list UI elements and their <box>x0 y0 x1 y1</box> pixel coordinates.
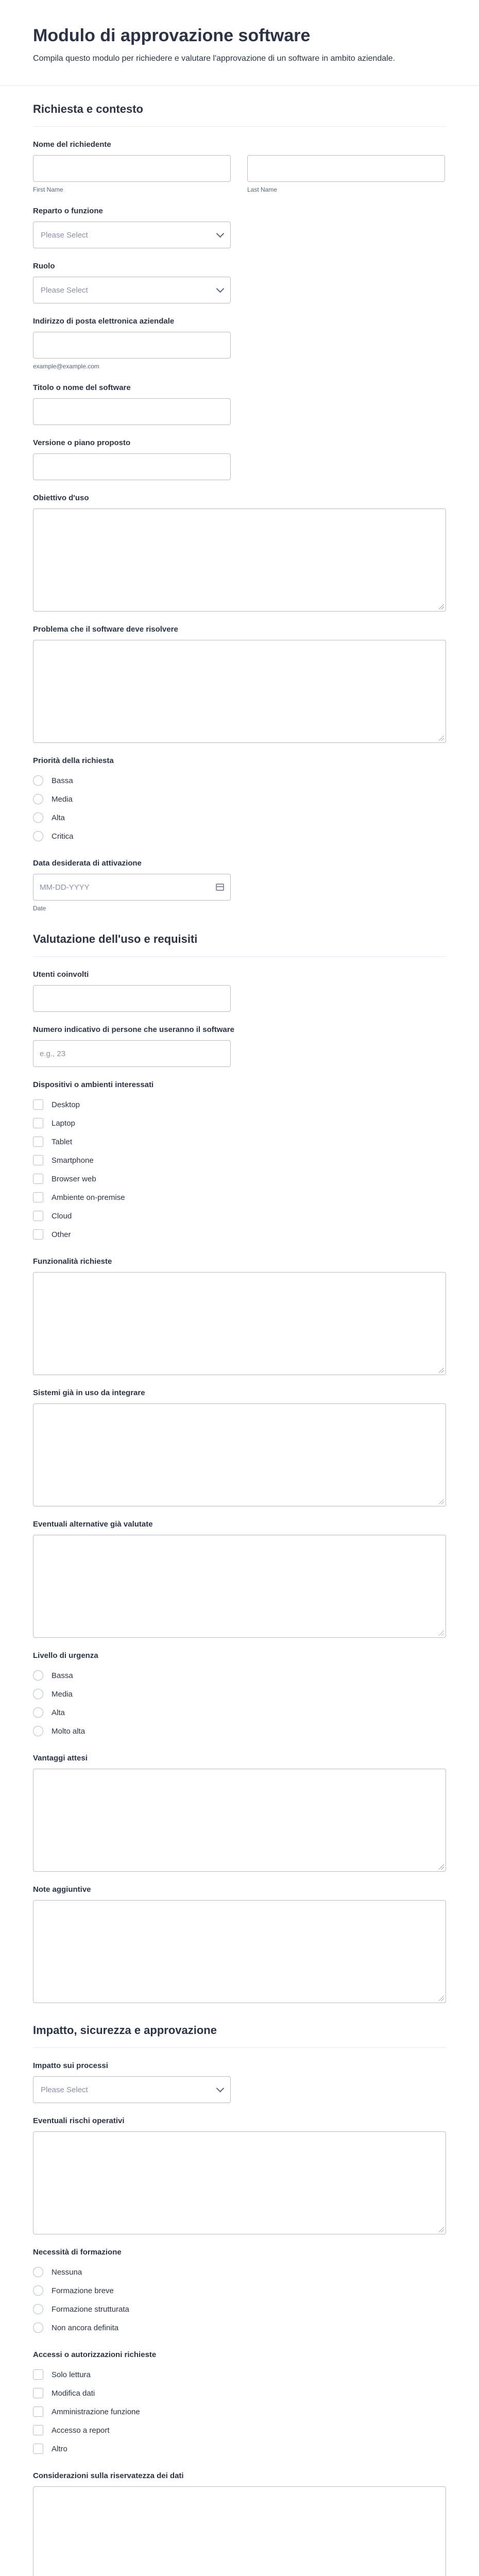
radio-option[interactable] <box>33 2263 446 2281</box>
last-name-input[interactable] <box>247 155 445 182</box>
radio-option[interactable] <box>33 1703 446 1722</box>
option-label: Amministrazione funzione <box>52 2407 140 2416</box>
field-access <box>33 2337 446 2458</box>
field-alternatives <box>33 1506 446 1638</box>
checkbox[interactable] <box>33 1118 43 1128</box>
select-placeholder: Please Select <box>41 230 88 240</box>
option-label: Media <box>52 1689 73 1699</box>
role-select[interactable] <box>33 277 231 303</box>
field-label: Titolo o nome del software <box>33 383 131 392</box>
radio-button[interactable] <box>33 2323 43 2333</box>
checkbox-option[interactable] <box>33 2439 446 2458</box>
option-label: Laptop <box>52 1118 75 1128</box>
field-label: Impatto sui processi <box>33 2061 108 2070</box>
field-label: Ruolo <box>33 262 55 270</box>
option-label: Alta <box>52 1708 65 1717</box>
field-label: Utenti coinvolti <box>33 970 89 979</box>
field-label: Problema che il software deve risolvere <box>33 625 178 634</box>
checkbox-option[interactable] <box>33 2365 446 2384</box>
first-name-sublabel: First Name <box>33 186 63 193</box>
radio-button[interactable] <box>33 2285 43 2296</box>
field-role <box>33 248 446 303</box>
resize-grip-icon[interactable] <box>439 1631 444 1636</box>
checkbox[interactable] <box>33 2444 43 2454</box>
field-risks <box>33 2103 446 2234</box>
option-label: Bassa <box>52 776 73 785</box>
notes-textarea[interactable] <box>33 1900 446 2003</box>
field-label: Necessità di formazione <box>33 2248 122 2257</box>
field-label: Numero indicativo di persone che useranno il software <box>33 1025 234 1034</box>
option-label: Solo lettura <box>52 2370 91 2379</box>
radio-option[interactable] <box>33 790 446 808</box>
purpose-textarea[interactable] <box>33 509 446 612</box>
field-label: Funzionalità richieste <box>33 1257 112 1266</box>
option-label: Other <box>52 1230 71 1239</box>
radio-option[interactable] <box>33 1722 446 1740</box>
field-label: Versione o piano proposto <box>33 438 131 447</box>
user-count-input[interactable] <box>33 1040 231 1067</box>
features-textarea[interactable] <box>33 1272 446 1375</box>
option-label: Tablet <box>52 1137 73 1146</box>
radio-option[interactable] <box>33 2300 446 2318</box>
option-label: Formazione breve <box>52 2286 114 2295</box>
option-label: Formazione strutturata <box>52 2304 129 2314</box>
option-label: Critica <box>52 832 74 841</box>
radio-option[interactable] <box>33 2318 446 2337</box>
checkbox[interactable] <box>33 2425 43 2435</box>
radio-button[interactable] <box>33 812 43 823</box>
field-benefits <box>33 1740 446 1872</box>
field-training <box>33 2234 446 2337</box>
radio-button[interactable] <box>33 1670 43 1681</box>
field-features <box>33 1244 446 1375</box>
chevron-down-icon <box>216 2084 225 2093</box>
version-input[interactable] <box>33 453 231 480</box>
field-version <box>33 425 446 480</box>
section-valutazione <box>0 912 479 2003</box>
first-name-col <box>33 155 231 193</box>
date-placeholder: MM-DD-YYYY <box>40 883 90 892</box>
email-field[interactable] <box>33 332 231 359</box>
checkbox[interactable] <box>33 1174 43 1184</box>
field-label: Accessi o autorizzazioni richieste <box>33 2350 157 2359</box>
section-title: Richiesta e contesto <box>33 103 446 127</box>
resize-grip-icon[interactable] <box>439 604 444 609</box>
radio-option[interactable] <box>33 827 446 845</box>
last-name-col <box>247 155 445 193</box>
checkbox-option[interactable] <box>33 1188 446 1207</box>
field-requester-name <box>33 127 446 193</box>
radio-button[interactable] <box>33 775 43 786</box>
option-label: Desktop <box>52 1100 80 1109</box>
form-title: Modulo di approvazione software <box>33 26 311 45</box>
checkbox[interactable] <box>33 2406 43 2417</box>
radio-button[interactable] <box>33 2267 43 2277</box>
checkbox-option[interactable] <box>33 1225 446 1244</box>
alternatives-textarea[interactable] <box>33 1535 446 1638</box>
name-row <box>33 155 446 193</box>
resize-grip-icon[interactable] <box>439 736 444 741</box>
field-label: Priorità della richiesta <box>33 756 114 765</box>
checkbox-option[interactable] <box>33 1114 446 1132</box>
radio-button[interactable] <box>33 1726 43 1736</box>
option-label: Nessuna <box>52 2267 82 2277</box>
radio-option[interactable] <box>33 2281 446 2300</box>
field-purpose <box>33 480 446 612</box>
checkbox[interactable] <box>33 2388 43 2398</box>
email-sublabel: example@example.com <box>33 363 99 370</box>
field-user-count <box>33 1012 446 1067</box>
date-input[interactable] <box>33 874 231 901</box>
option-label: Altro <box>52 2444 67 2453</box>
risks-textarea[interactable] <box>33 2131 446 2234</box>
checkbox-option[interactable] <box>33 1132 446 1151</box>
radio-button[interactable] <box>33 1689 43 1699</box>
integrations-textarea[interactable] <box>33 1403 446 1506</box>
option-label: Cloud <box>52 1211 72 1221</box>
select-placeholder: Please Select <box>41 285 88 295</box>
field-urgency <box>33 1638 446 1740</box>
resize-grip-icon[interactable] <box>439 1865 444 1870</box>
field-label: Indirizzo di posta elettronica aziendale <box>33 317 175 326</box>
process-impact-select[interactable] <box>33 2076 231 2103</box>
option-label: Molto alta <box>52 1726 85 1736</box>
checkbox-option[interactable] <box>33 1095 446 1114</box>
radio-option[interactable] <box>33 1685 446 1703</box>
field-label: Obiettivo d'uso <box>33 494 89 502</box>
option-label: Modifica dati <box>52 2388 95 2398</box>
calendar-icon[interactable] <box>216 884 224 891</box>
checkbox-option[interactable] <box>33 2402 446 2421</box>
checkbox-option[interactable] <box>33 1151 446 1170</box>
field-privacy <box>33 2458 446 2576</box>
checkbox[interactable] <box>33 1137 43 1147</box>
field-label: Livello di urgenza <box>33 1651 98 1660</box>
checkbox[interactable] <box>33 1155 43 1165</box>
select-placeholder: Please Select <box>41 2085 88 2094</box>
checkbox[interactable] <box>33 1192 43 1202</box>
option-label: Media <box>52 794 73 804</box>
field-email <box>33 303 446 370</box>
radio-button[interactable] <box>33 1707 43 1718</box>
field-software-title <box>33 370 446 425</box>
checkbox[interactable] <box>33 2369 43 2380</box>
field-label: Note aggiuntive <box>33 1885 91 1894</box>
checkbox[interactable] <box>33 1211 43 1221</box>
section-title: Valutazione dell'uso e requisiti <box>33 933 446 957</box>
field-integrations <box>33 1375 446 1506</box>
first-name-input[interactable] <box>33 155 231 182</box>
field-label: Eventuali alternative già valutate <box>33 1520 153 1529</box>
field-label: Eventuali rischi operativi <box>33 2116 125 2125</box>
form-description: Compila questo modulo per richiedere e valutare l'approvazione di un software in ambito aziendale. <box>33 54 396 63</box>
field-devices <box>33 1067 446 1244</box>
section-impatto <box>0 2003 479 2576</box>
field-label: Dispositivi o ambienti interessati <box>33 1080 154 1089</box>
checkbox-option[interactable] <box>33 1170 446 1188</box>
radio-option[interactable] <box>33 1666 446 1685</box>
benefits-textarea[interactable] <box>33 1769 446 1872</box>
chevron-down-icon <box>216 230 225 238</box>
last-name-sublabel: Last Name <box>247 186 278 193</box>
section-title: Impatto, sicurezza e approvazione <box>33 2024 446 2048</box>
checkbox-option[interactable] <box>33 1207 446 1225</box>
field-notes <box>33 1872 446 2003</box>
checkbox-option[interactable] <box>33 2421 446 2439</box>
checkbox-option[interactable] <box>33 2384 446 2402</box>
field-label: Vantaggi attesi <box>33 1754 88 1762</box>
field-label: Data desiderata di attivazione <box>33 859 142 868</box>
field-problem <box>33 612 446 743</box>
resize-grip-icon[interactable] <box>439 2227 444 2232</box>
radio-option[interactable] <box>33 771 446 790</box>
date-sublabel: Date <box>33 905 46 912</box>
field-licensed-users <box>33 957 446 1012</box>
option-label: Non ancora definita <box>52 2323 119 2332</box>
field-activation-date <box>33 845 446 912</box>
option-label: Accesso a report <box>52 2426 110 2435</box>
software-title-input[interactable] <box>33 398 231 425</box>
field-process-impact <box>33 2048 446 2103</box>
option-label: Browser web <box>52 1174 96 1183</box>
radio-option[interactable] <box>33 808 446 827</box>
field-label: Reparto o funzione <box>33 207 103 215</box>
problem-textarea[interactable] <box>33 640 446 743</box>
resize-grip-icon[interactable] <box>439 1499 444 1504</box>
checkbox[interactable] <box>33 1099 43 1110</box>
option-label: Ambiente on-premise <box>52 1193 125 1202</box>
form-header <box>0 0 479 86</box>
option-label: Bassa <box>52 1671 73 1680</box>
chevron-down-icon <box>216 285 225 293</box>
option-label: Alta <box>52 813 65 822</box>
field-priority <box>33 743 446 845</box>
checkbox[interactable] <box>33 1229 43 1240</box>
resize-grip-icon[interactable] <box>439 1368 444 1373</box>
field-label: Considerazioni sulla riservatezza dei dati <box>33 2471 184 2480</box>
field-label: Sistemi già in uso da integrare <box>33 1388 145 1397</box>
resize-grip-icon[interactable] <box>439 1996 444 2001</box>
users-input[interactable] <box>33 985 231 1012</box>
privacy-textarea[interactable] <box>33 2486 446 2576</box>
field-department <box>33 193 446 248</box>
radio-button[interactable] <box>33 2304 43 2314</box>
department-select[interactable] <box>33 222 231 248</box>
radio-button[interactable] <box>33 831 43 841</box>
option-label: Smartphone <box>52 1156 94 1165</box>
radio-button[interactable] <box>33 794 43 804</box>
field-label: Nome del richiedente <box>33 140 111 149</box>
section-richiesta <box>0 86 479 912</box>
